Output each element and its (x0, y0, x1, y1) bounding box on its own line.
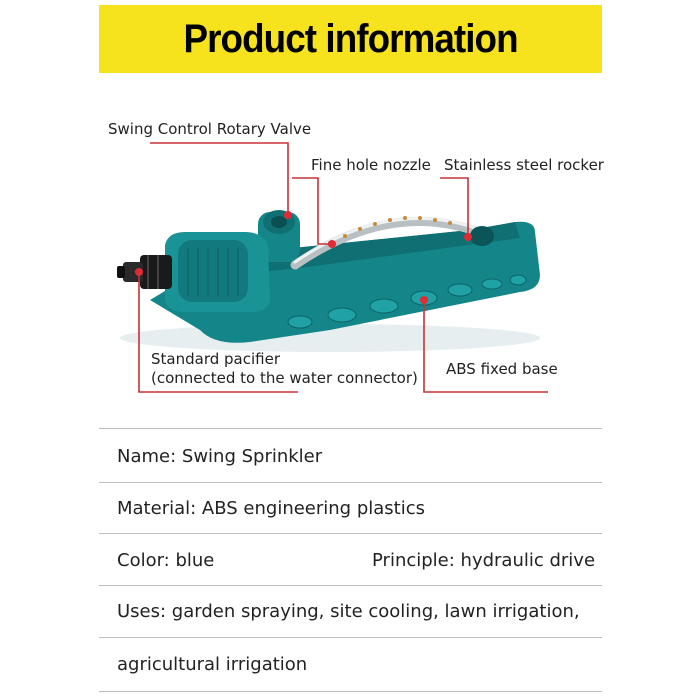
divider (99, 585, 602, 586)
divider (99, 482, 602, 483)
spec-name: Name: Swing Sprinkler (117, 446, 323, 467)
spec-uses: Uses: garden spraying, site cooling, lawn irrigation, (117, 601, 580, 622)
label-rotary-valve: Swing Control Rotary Valve (108, 120, 312, 138)
spec-uses-continued: agricultural irrigation (117, 654, 308, 675)
divider (99, 637, 602, 638)
spec-material: Material: ABS engineering plastics (117, 498, 425, 519)
page-title: Product information (183, 16, 518, 61)
label-pacifier-note: (connected to the water connector) (151, 369, 418, 387)
label-stainless-steel-rocker: Stainless steel rocker (444, 156, 604, 174)
divider (99, 428, 602, 429)
label-standard-pacifier: Standard pacifier (151, 350, 280, 368)
rocker-pivot (470, 226, 494, 246)
label-abs-fixed-base: ABS fixed base (446, 360, 558, 378)
label-fine-hole-nozzle: Fine hole nozzle (311, 156, 431, 174)
divider (99, 691, 602, 692)
divider (99, 533, 602, 534)
spec-principle: Principle: hydraulic drive (372, 550, 596, 571)
hose-connector (140, 255, 172, 289)
spec-color: Color: blue (117, 550, 215, 571)
